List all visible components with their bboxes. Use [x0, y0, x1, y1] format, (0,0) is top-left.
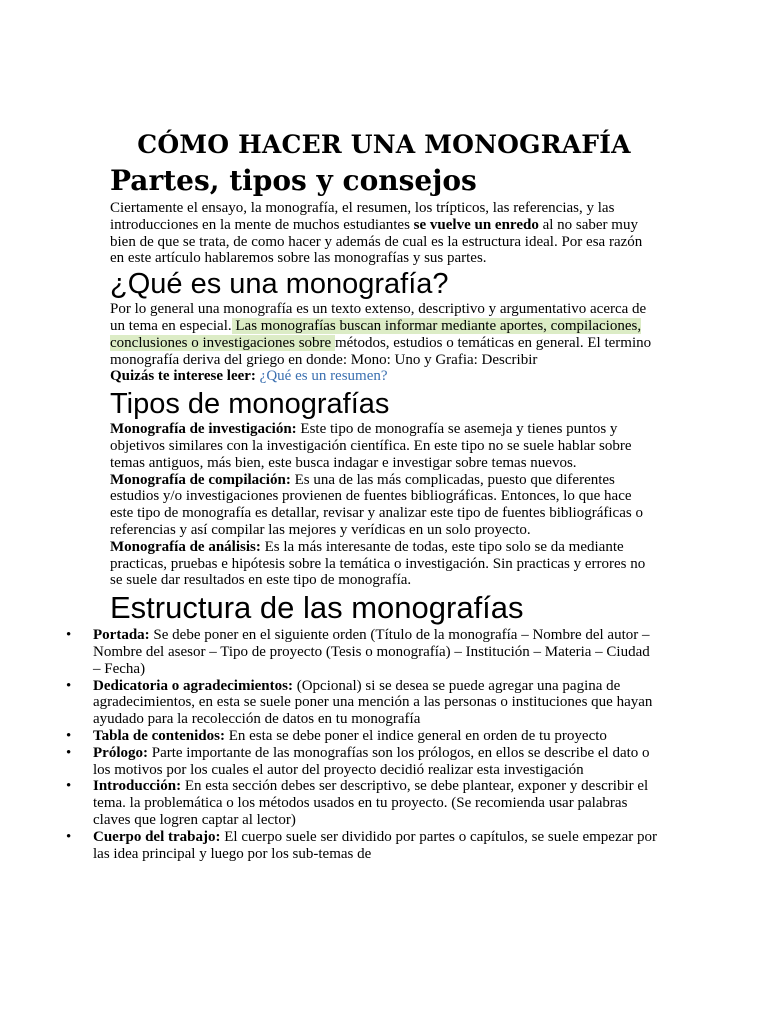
item-text: El cuerpo suele ser dividido por partes o capítulos, se suele empezar por las idea principal y luego por los sub-temas de [93, 828, 658, 862]
list-item [0, 627, 658, 677]
tipo-label: Monografía de análisis: [110, 538, 261, 555]
list-item [0, 745, 658, 779]
heading-tipos: Tipos de monografías [110, 388, 390, 421]
intro-bold: se vuelve un enredo [413, 216, 539, 233]
item-label: Cuerpo del trabajo: [93, 828, 221, 845]
tipo-label: Monografía de compilación: [110, 471, 291, 488]
item-label: Tabla de contenidos: [93, 727, 225, 744]
tipo-text: Es la más interesante de todas, este tipo solo se da mediante practicas, pruebas e hipótesis sobre la temática o investigación. Sin practicas y errores no se suele dar resultados en este tipo de monografía. [110, 538, 646, 589]
item-label: Dedicatoria o agradecimientos: [93, 677, 293, 694]
tipo-compilacion [110, 472, 658, 539]
intro-text-1: Ciertamente el ensayo, la monografía, el resumen, los trípticos, las referencias, y las introducciones en la mente de muchos estudiantes [110, 200, 615, 233]
also-read-link[interactable]: ¿Qué es un resumen? [259, 368, 388, 385]
list-item [0, 778, 658, 828]
item-label: Portada: [93, 627, 150, 644]
list-item [0, 728, 658, 745]
item-text: (Opcional) si se desea se puede agregar una pagina de agradecimientos, en esta se suele poner una mención a las personas o instituciones que hayan ayudado para la recolección de datos en tu monografía [93, 677, 653, 728]
document-body [66, 126, 658, 862]
item-text: Se debe poner en el siguiente orden (Título de la monografía – Nombre del autor – Nombre del asesor – Tipo de proyecto (Tesis o monografía) – Institución – Materia – Ciudad – Fecha) [93, 627, 650, 677]
highlighted-text: Las monografías buscan informar mediante aportes, compilaciones, conclusiones o investigaciones sobre [110, 317, 642, 351]
item-text: En esta sección debes ser descriptivo, se debe plantear, exponer y describir el tema. la problemática o los métodos usados en tu proyecto. (Se recomienda usar palabras claves que logren captar al lector) [93, 778, 649, 828]
estructura-list [0, 627, 658, 862]
que-es-text-2: métodos, estudios o temáticas en general. El termino monografía deriva del griego en donde: Mono: Uno y Grafia: Describir [110, 334, 652, 368]
bullet-icon: • [66, 677, 72, 694]
list-item [0, 678, 658, 728]
intro-paragraph [110, 200, 658, 267]
heading-que-es: ¿Qué es una monografía? [110, 268, 449, 301]
bullet-icon: • [66, 744, 72, 761]
heading-estructura: Estructura de las monografías [110, 590, 524, 626]
tipo-investigacion [110, 421, 658, 471]
que-es-text-1: Por lo general una monografía es un texto extenso, descriptivo y argumentativo acerca de un tema en especial. [110, 301, 647, 334]
que-es-paragraph [110, 301, 658, 368]
item-label: Introducción: [93, 778, 182, 795]
also-read [110, 368, 658, 385]
intro-text-2: al no saber muy bien de que se trata, de como hacer y además de cual es la estructura ideal. Por esa razón en este artículo hablaremos sobre las monografías y sus partes. [110, 216, 643, 267]
item-text: En esta se debe poner el indice general en orden de tu proyecto [224, 727, 607, 744]
item-text: Parte importante de las monografías son los prólogos, en ellos se describe el dato o los motivos por los cuales el autor del proyecto decidió realizar esta investigación [93, 744, 650, 778]
bullet-icon: • [66, 727, 72, 744]
bullet-icon: • [66, 627, 72, 644]
bullet-icon: • [66, 828, 72, 845]
tipo-analisis [110, 539, 658, 589]
tipo-text: Este tipo de monografía se asemeja y tienes puntos y objetivos similares con la investigación científica. En este tipo no se suele hablar sobre temas antiguos, más bien, este busca indagar e investigar sobre temas nuevos. [110, 421, 632, 471]
also-read-label: Quizás te interese leer: [110, 368, 256, 385]
item-label: Prólogo: [93, 744, 148, 761]
document-title: CÓMO HACER UNA MONOGRAFÍA [137, 130, 631, 159]
bullet-icon: • [66, 778, 72, 795]
tipo-text: Es una de las más complicadas, puesto que diferentes estudios y/o investigaciones provienen de fuentes bibliográficas. Entonces, lo que hace este tipo de monografía es detallar, revisar y analizar este tipo de fuentes bibliográficas o referencias y así compilar las mejores y verídicas en un solo proyecto. [110, 471, 643, 538]
document-subtitle: Partes, tipos y consejos [110, 164, 477, 197]
tipo-label: Monografía de investigación: [110, 421, 297, 438]
list-item [0, 829, 658, 863]
